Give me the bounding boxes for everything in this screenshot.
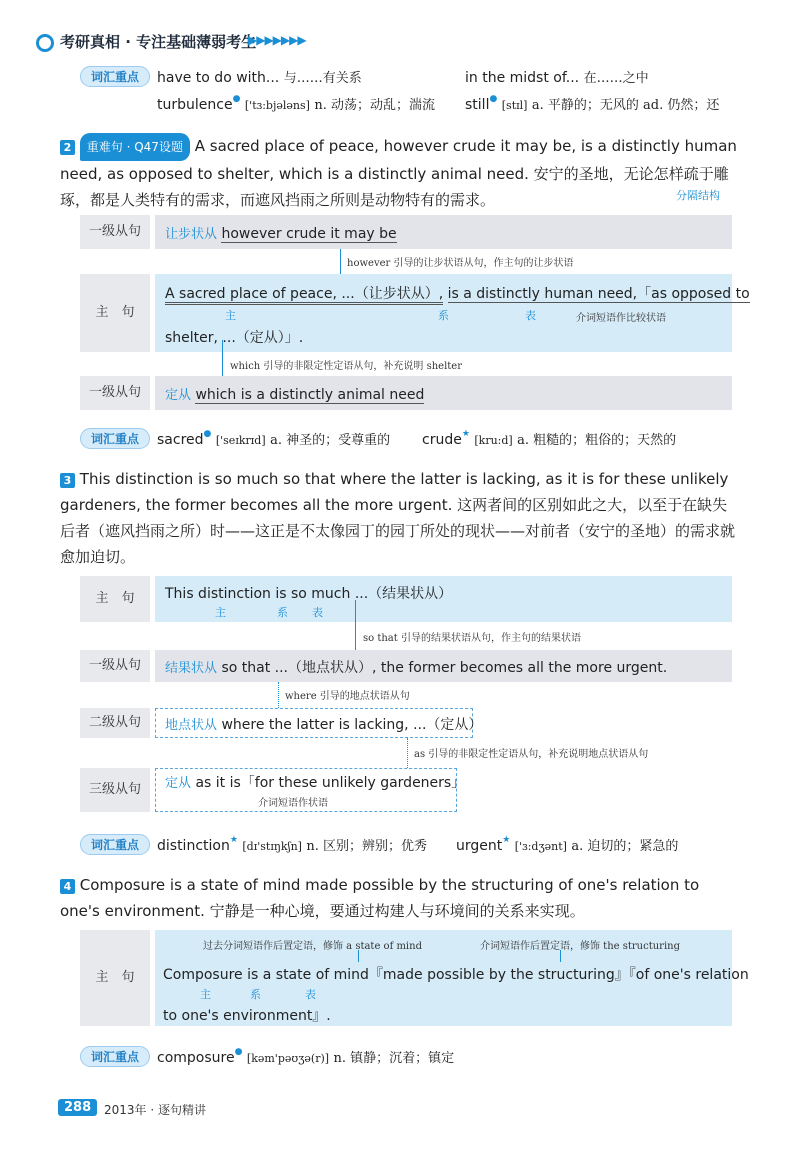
clause-text: This distinction is so much ...（结果状从） [165,586,453,602]
vocab-item: distinction★ [dɪ'stɪŋkʃn] n. 区别；辨别；优秀 [157,835,428,854]
clause-text: 定从 which is a distinctly animal need [165,387,425,403]
arrow-line [560,950,561,962]
sentence-2: 2 重难句 · Q47设题 A sacred place of peace, however crude it may be, is a distinctly human need, as opposed to shelter, which is a distinctly animal need. 安宁的圣地，无论怎样疏于雕琢，都是人类特有的需求，而遮风挡雨之所则是动物特有的需求。 [60,133,740,213]
vocab-tag: 词汇重点 [80,428,150,449]
row-label: 一级从句 [80,650,150,682]
header-arrows: ▶▶▶▶▶▶▶ [248,33,306,47]
role-predicative: 表 [525,309,536,322]
vocab-item: urgent★ ['ɜ:dʒənt] a. 迫切的；紧急的 [456,835,679,854]
header-title: 考研真相 · 专注基础薄弱考生 [60,33,257,51]
vocab-item: have to do with... 与……有关系 [157,70,362,86]
arrow-line [340,249,341,276]
note: where 引导的地点状语从句 [285,691,410,702]
note: 过去分词短语作后置定语，修饰 a state of mind [203,941,422,952]
arrow-line [358,950,359,962]
row-label: 三级从句 [80,768,150,812]
arrow-line [222,340,223,376]
arrow-line [278,682,279,708]
footer-text: 2013年 · 逐句精讲 [104,1103,206,1117]
vocab-tag: 词汇重点 [80,66,150,87]
role-link: 系 [277,606,288,619]
arrow-line [355,600,356,650]
row-label: 二级从句 [80,708,150,738]
note: 介词短语作状语 [258,798,328,809]
vocab-tag: 词汇重点 [80,1046,150,1067]
note: 介词短语作后置定语，修饰 the structuring [480,941,680,952]
vocab-item: composure● [kəm'pəʊʒə(r)] n. 镇静；沉着；镇定 [157,1047,455,1066]
role-predicative: 表 [312,606,323,619]
row-label: 一级从句 [80,376,150,410]
clause-text: 定从 as it is「for these unlikely gardeners」 [165,775,466,791]
sentence-3: 3 This distinction is so much so that where the latter is lacking, as it is for these unlikely gardeners, the former becomes all the more urgent. 这两者间的区别如此之大，以至于在缺失后者（遮风挡雨之所）时——这正是不太像园丁的园丁所处的现状——对前者（安宁的圣地）的需求就愈加迫切。 [60,470,736,566]
note: which 引导的非限定性定语从句，补充说明 shelter [230,361,463,372]
key-sentence-tag: 重难句 · Q47设题 [80,133,190,161]
page-number: 288 [58,1099,97,1116]
role-link: 系 [250,988,261,1001]
clause-text: shelter, ...（定从）」. [165,330,304,346]
vocab-item: crude★ [kru:d] a. 粗糙的；粗俗的；天然的 [422,429,677,448]
role-subject: 主 [215,606,226,619]
vocab-item: in the midst of... 在……之中 [465,70,649,86]
note: however 引导的让步状语从句，作主句的让步状语 [347,258,574,269]
role-subject: 主 [200,988,211,1001]
sentence-4: 4 Composure is a state of mind made possible by the structuring of one's relation to one's environment. 宁静是一种心境，要通过构建人与环境间的关系来实现。 [60,876,700,920]
vocab-item: turbulence● ['tɜ:bjələns] n. 动荡；动乱；湍流 [157,94,436,113]
row-label: 主 句 [80,930,150,1026]
role-predicative: 表 [305,988,316,1001]
clause-text: 结果状从 so that ...（地点状从）, the former becomes all the more urgent. [165,660,668,676]
vocab-item: sacred● ['seɪkrɪd] a. 神圣的；受尊重的 [157,429,391,448]
role-link: 系 [438,309,449,322]
arrow-line [407,738,408,768]
row-label: 主 句 [80,274,150,352]
clause-text: to one's environment』. [163,1008,331,1024]
row-label: 主 句 [80,576,150,622]
note: as 引导的非限定性定语从句，补充说明地点状语从句 [414,749,649,760]
role-subject: 主 [225,309,236,322]
clause-text: Composure is a state of mind『made possible by the structuring』『of one's relation [163,967,749,983]
note: 介词短语作比较状语 [576,313,666,324]
vocab-item: still● [stɪl] a. 平静的；无风的 ad. 仍然；还 [465,94,720,113]
clause-text: 地点状从 where the latter is lacking, ...（定从） [165,717,483,733]
row-label: 一级从句 [80,215,150,249]
vocab-tag: 词汇重点 [80,834,150,855]
structure-tag: 分隔结构 [676,189,720,202]
clause-text: 让步状从 however crude it may be [165,226,397,242]
logo-icon [36,34,54,52]
note: so that 引导的结果状语从句，作主句的结果状语 [363,633,581,644]
clause-text: A sacred place of peace, ...（让步状从）, is a distinctly human need,「as opposed to [165,283,750,303]
